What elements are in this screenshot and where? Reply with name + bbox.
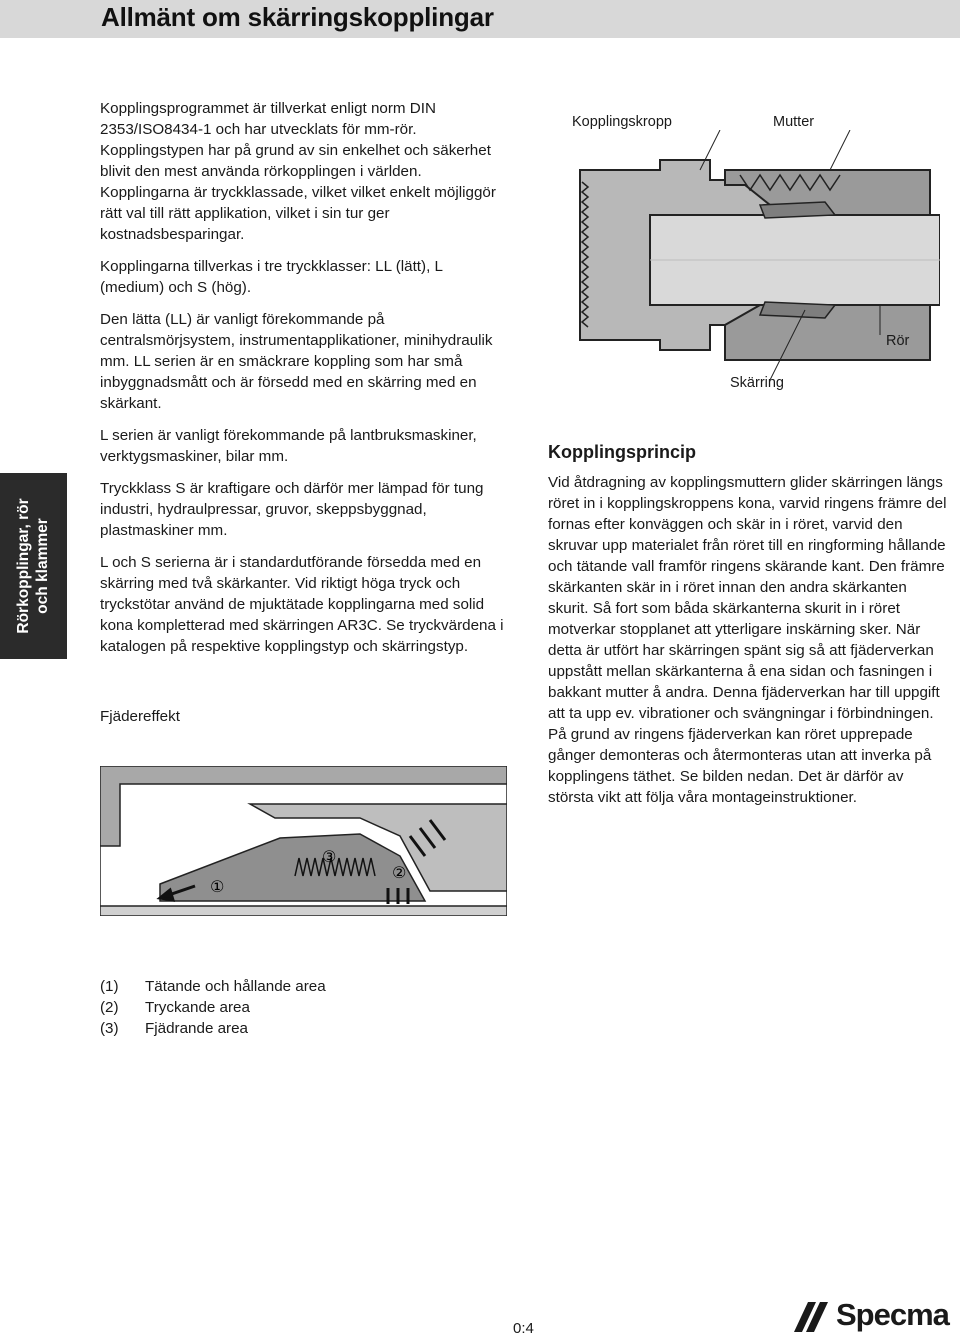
- intro-paragraph: Kopplingarna tillverkas i tre tryckklasser: LL (lätt), L (medium) och S (hög).: [100, 258, 443, 296]
- intro-paragraph: Den lätta (LL) är vanligt förekommande på centralsmörjsystem, instrumentapplikationer, minihydraulik mm. LL serien är en smäckrare koppling som har små inbyggnadsmått och är försedd med en skärring med en skärkant.: [100, 311, 493, 412]
- brand-logo-text: Specma: [836, 1297, 949, 1332]
- page-title: Allmänt om skärringskopplingar: [101, 2, 494, 32]
- specma-logo-icon: [790, 1298, 834, 1336]
- coupling-diagram: [560, 130, 940, 400]
- intro-paragraph: Kopplingsprogrammet är tillverkat enligt norm DIN 2353/ISO8434-1 och har utvecklats för mm-rör. Kopplingstypen har på grund av sin enkelhet och säkerhet blivit den mest använda rörkopplingen i världen. Kopplingarna är tryckklassade, vilket vilket enkelt möjliggör rätt val till rätt applikation, vilket i sin tur ger kostnadsbesparingar.: [100, 100, 496, 243]
- legend-num: (3): [100, 1020, 119, 1037]
- section-tab-line1: Rörkopplingar, rör: [15, 498, 32, 634]
- marker-3: ③: [322, 847, 337, 866]
- legend-text: Fjädrande area: [145, 1020, 249, 1037]
- spring-figure-title: Fjädereffekt: [100, 708, 180, 725]
- label-skarring: Skärring: [730, 375, 784, 391]
- label-ror: Rör: [886, 333, 910, 349]
- principle-text: Vid åtdragning av kopplingsmuttern glider skärringen längs röret in i kopplingskroppens kona, varvid ringens främre del fornas efter konväggen och skär in i röret, varvid den skruvar upp materialet från röret till en ringforming hållande och tätande vall framför ringens skärande kant. Den främre skärkanten skär in i röret innan den andra skärkanten skurit. Så fort som båda skärkanterna skurit in i röret motverkar stopplanet att ytterligare inskärning sker. När detta är utfört har skärringen spänt sig så att fjäderverkan uppstått mellan skärkanterna å ena sidan och fasningen i bakkant mutter å andra. Denna fjäderverkan har till uppgift att ta upp ev. vibrationer och svängningar i förbindningen. På grund av ringens fjäderverkan kan röret upprepade gånger demonteras och återmonteras utan att inverka på kopplingens täthet. Se bilden nedan. Det är därför av största vikt att följa våra montageinstruktioner.: [548, 474, 947, 806]
- marker-1: ①: [210, 877, 225, 896]
- legend-num: (2): [100, 999, 119, 1016]
- legend-row: [100, 1018, 326, 1039]
- legend-num: (1): [100, 978, 119, 995]
- section-tab: [0, 473, 67, 659]
- legend-text: Tätande och hållande area: [145, 978, 326, 995]
- intro-paragraph: Tryckklass S är kraftigare och därför mer lämpad för tung industri, hydraulpressar, gruvor, skeppsbyggnad, plastmaskiner mm.: [100, 480, 484, 539]
- section-tab-line2: och klammer: [34, 518, 51, 614]
- intro-text: [100, 98, 505, 668]
- marker-2: ②: [392, 863, 407, 882]
- intro-paragraph: L serien är vanligt förekommande på lantbruksmaskiner, verktygsmaskiner, bilar mm.: [100, 427, 477, 465]
- page-number: 0:4: [513, 1320, 534, 1337]
- legend-row: [100, 997, 326, 1018]
- intro-paragraph: L och S serierna är i standardutförande försedda med en skärring med två skärkanter. Vid riktigt höga tryck och tryckstötar använd de mjuktätade kopplingarna med solid kona kompletterad med skärringen AR3C. Se tryckvärdena i katalogen på respektive kopplingstyp och skärringstyp.: [100, 554, 504, 655]
- label-kopplingskropp: Kopplingskropp: [572, 114, 672, 130]
- legend: [100, 976, 326, 1039]
- principle-heading: Kopplingsprincip: [548, 442, 696, 462]
- legend-text: Tryckande area: [145, 999, 250, 1016]
- label-mutter: Mutter: [773, 114, 815, 130]
- legend-row: [100, 976, 326, 997]
- spring-effect-diagram: [100, 766, 507, 958]
